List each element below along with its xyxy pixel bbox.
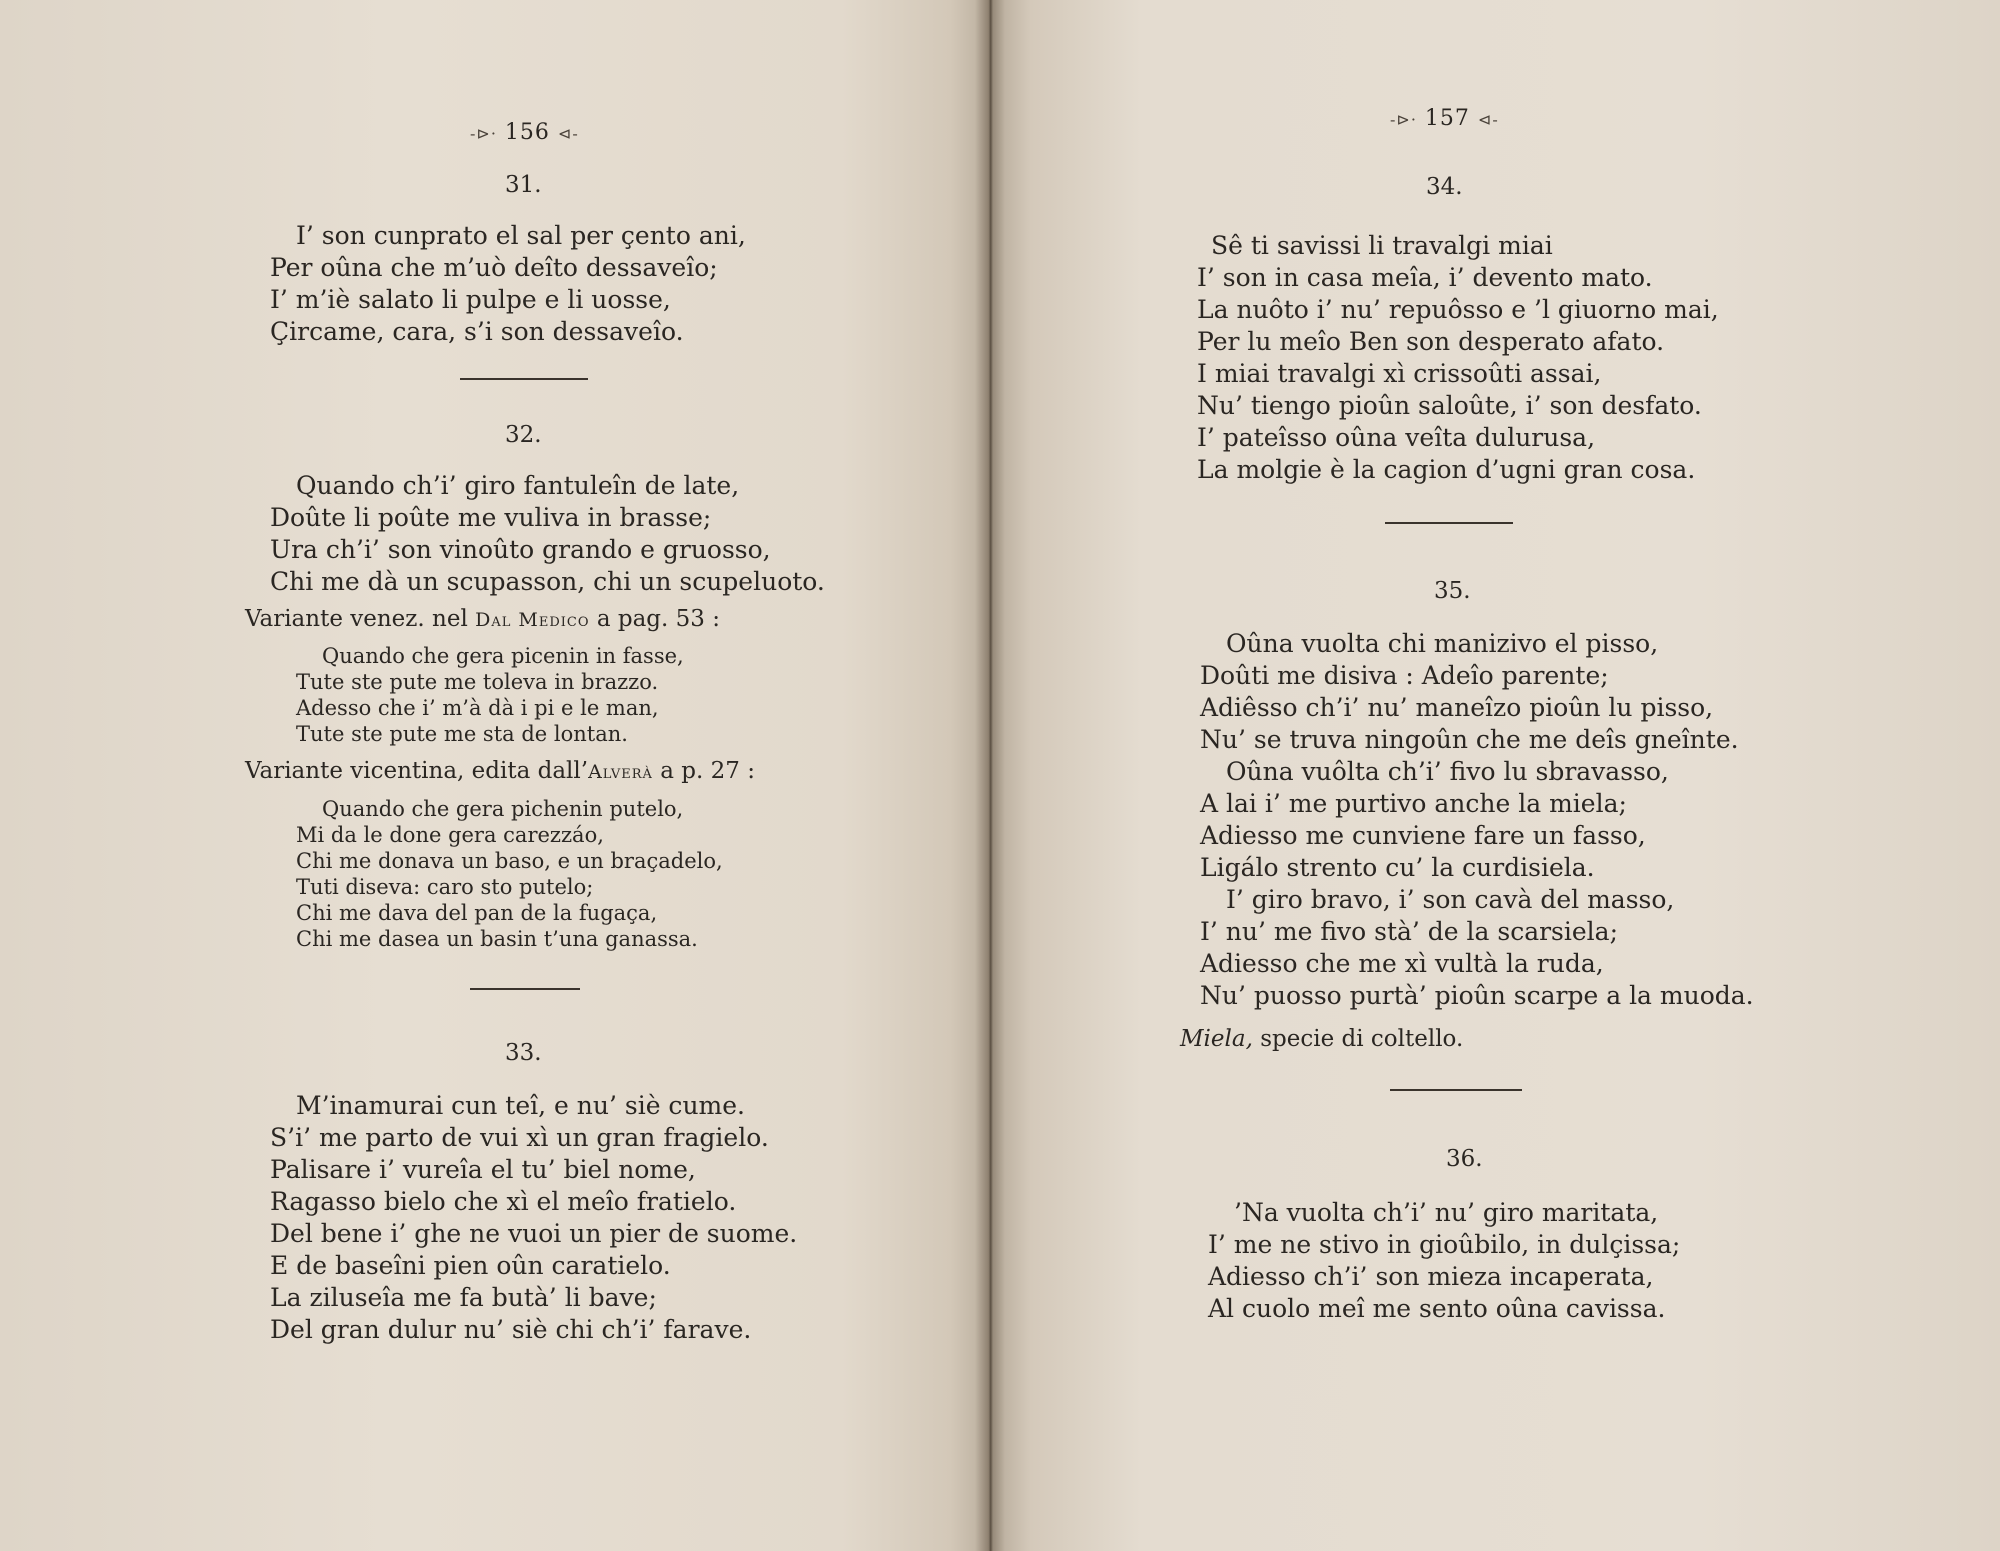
verse-line: Quando ch’i’ giro fantuleîn de late,	[296, 471, 740, 500]
section-divider	[470, 988, 580, 990]
verse-line: I miai travalgi xì crissoûti assai,	[1197, 359, 1602, 388]
poem-number: 34.	[1426, 174, 1463, 200]
verse-line: Sê ti savissi li travalgi miai	[1211, 231, 1553, 260]
ornament-icon: ⊲-	[557, 124, 579, 143]
verse-line: I’ me ne stivo in gioûbilo, in dulçissa;	[1208, 1230, 1681, 1259]
verse-line: I’ giro bravo, i’ son cavà del masso,	[1226, 885, 1675, 914]
variant-line: Tuti diseva: caro sto putelo;	[296, 875, 594, 899]
variant-intro: Variante venez. nel Dal Medico a pag. 53 :	[245, 606, 720, 632]
verse-line: Ligálo strento cu’ la curdisiela.	[1200, 853, 1595, 882]
verse-line: Doûte li poûte me vuliva in brasse;	[270, 503, 712, 532]
variant-line: Tute ste pute me sta de lontan.	[296, 722, 628, 746]
section-divider	[1385, 522, 1513, 524]
verse-line: Çircame, cara, s’i son dessaveîo.	[270, 317, 684, 346]
verse-line: Adiêsso ch’i’ nu’ maneîzo pioûn lu pisso,	[1200, 693, 1714, 722]
poem-34-verse	[1197, 230, 1719, 486]
verse-line: Nu’ tiengo pioûn saloûte, i’ son desfato.	[1197, 391, 1702, 420]
verse-line: I’ m’iè salato li pulpe e li uosse,	[270, 285, 671, 314]
ornament-icon: -⊳·	[470, 124, 497, 143]
verse-line: La ziluseîa me fa butà’ li bave;	[270, 1283, 657, 1312]
poem-number: 35.	[1434, 578, 1471, 604]
poem-36-verse	[1208, 1197, 1680, 1325]
verse-line: Del gran dulur nu’ siè chi ch’i’ farave.	[270, 1315, 752, 1344]
verse-line: Chi me dà un scupasson, chi un scupeluoto.	[270, 567, 825, 596]
poem-number: 32.	[505, 422, 542, 448]
verse-line: Ragasso bielo che xì el meîo fratielo.	[270, 1187, 737, 1216]
variant-line: Quando che gera picenin in fasse,	[322, 644, 684, 668]
section-divider	[1390, 1089, 1522, 1091]
verse-line: I’ son cunprato el sal per çento ani,	[296, 221, 746, 250]
verse-line: M’inamurai cun teî, e nu’ siè cume.	[296, 1091, 745, 1120]
verse-line: ’Na vuolta ch’i’ nu’ giro maritata,	[1234, 1198, 1659, 1227]
verse-line: Adiesso me cunviene fare un fasso,	[1200, 821, 1646, 850]
verse-line: La nuôto i’ nu’ repuôsso e ’l giuorno mai,	[1197, 295, 1719, 324]
verse-line: I’ son in casa meîa, i’ devento mato.	[1197, 263, 1653, 292]
verse-line: Oûna vuôlta ch’i’ fivo lu sbravasso,	[1226, 757, 1669, 786]
ornament-icon: ⊲-	[1477, 110, 1499, 129]
variant-line: Adesso che i’ m’à dà i pi e le man,	[296, 696, 659, 720]
left-page	[0, 0, 990, 1551]
poem-32-verse	[270, 470, 825, 598]
verse-line: Per lu meîo Ben son desperato afato.	[1197, 327, 1665, 356]
poem-33-verse	[270, 1090, 797, 1346]
variant-line: Chi me dava del pan de la fugaça,	[296, 901, 658, 925]
footnote: Miela, specie di coltello.	[1180, 1026, 1464, 1052]
verse-line: La molgie è la cagion d’ugni gran cosa.	[1197, 455, 1696, 484]
poem-35-verse	[1200, 628, 1754, 1012]
verse-line: Nu’ puosso purtà’ pioûn scarpe a la muoda.	[1200, 981, 1754, 1010]
right-page	[990, 0, 2000, 1551]
poem-number: 33.	[505, 1040, 542, 1066]
verse-line: I’ pateîsso oûna veîta dulurusa,	[1197, 423, 1596, 452]
variant-verse	[296, 643, 684, 747]
page-number-right: -⊳· 157 ⊲-	[1390, 106, 1499, 131]
poem-number: 31.	[505, 172, 542, 198]
variant-line: Chi me donava un baso, e un braçadelo,	[296, 849, 723, 873]
page-number-left: -⊳· 156 ⊲-	[470, 120, 579, 145]
section-divider	[460, 378, 588, 380]
verse-line: Oûna vuolta chi manizivo el pisso,	[1226, 629, 1659, 658]
verse-line: Nu’ se truva ningoûn che me deîs gneînte.	[1200, 725, 1739, 754]
variant-intro: Variante vicentina, edita dall’Alverà a p. 27 :	[245, 758, 755, 784]
verse-line: Doûti me disiva : Adeîo parente;	[1200, 661, 1609, 690]
verse-line: Al cuolo meî me sento oûna cavissa.	[1208, 1294, 1666, 1323]
book-gutter	[975, 0, 1005, 1551]
verse-line: Adiesso che me xì vultà la ruda,	[1200, 949, 1604, 978]
verse-line: I’ nu’ me fivo stà’ de la scarsiela;	[1200, 917, 1619, 946]
verse-line: Adiesso ch’i’ son mieza incaperata,	[1208, 1262, 1654, 1291]
variant-line: Mi da le done gera carezzáo,	[296, 823, 604, 847]
poem-number: 36.	[1446, 1146, 1483, 1172]
poem-31-verse	[270, 220, 746, 348]
verse-line: S’i’ me parto de vui xì un gran fragielo.	[270, 1123, 769, 1152]
verse-line: Palisare i’ vureîa el tu’ biel nome,	[270, 1155, 696, 1184]
verse-line: A lai i’ me purtivo anche la miela;	[1200, 789, 1627, 818]
variant-line: Chi me dasea un basin t’una ganassa.	[296, 927, 698, 951]
verse-line: Del bene i’ ghe ne vuoi un pier de suome.	[270, 1219, 798, 1248]
variant-line: Quando che gera pichenin putelo,	[322, 797, 684, 821]
variant-line: Tute ste pute me toleva in brazzo.	[296, 670, 659, 694]
verse-line: Ura ch’i’ son vinoûto grando e gruosso,	[270, 535, 771, 564]
verse-line: Per oûna che m’uò deîto dessaveîo;	[270, 253, 718, 282]
ornament-icon: -⊳·	[1390, 110, 1417, 129]
variant-verse	[296, 796, 723, 952]
verse-line: E de baseîni pien oûn caratielo.	[270, 1251, 671, 1280]
